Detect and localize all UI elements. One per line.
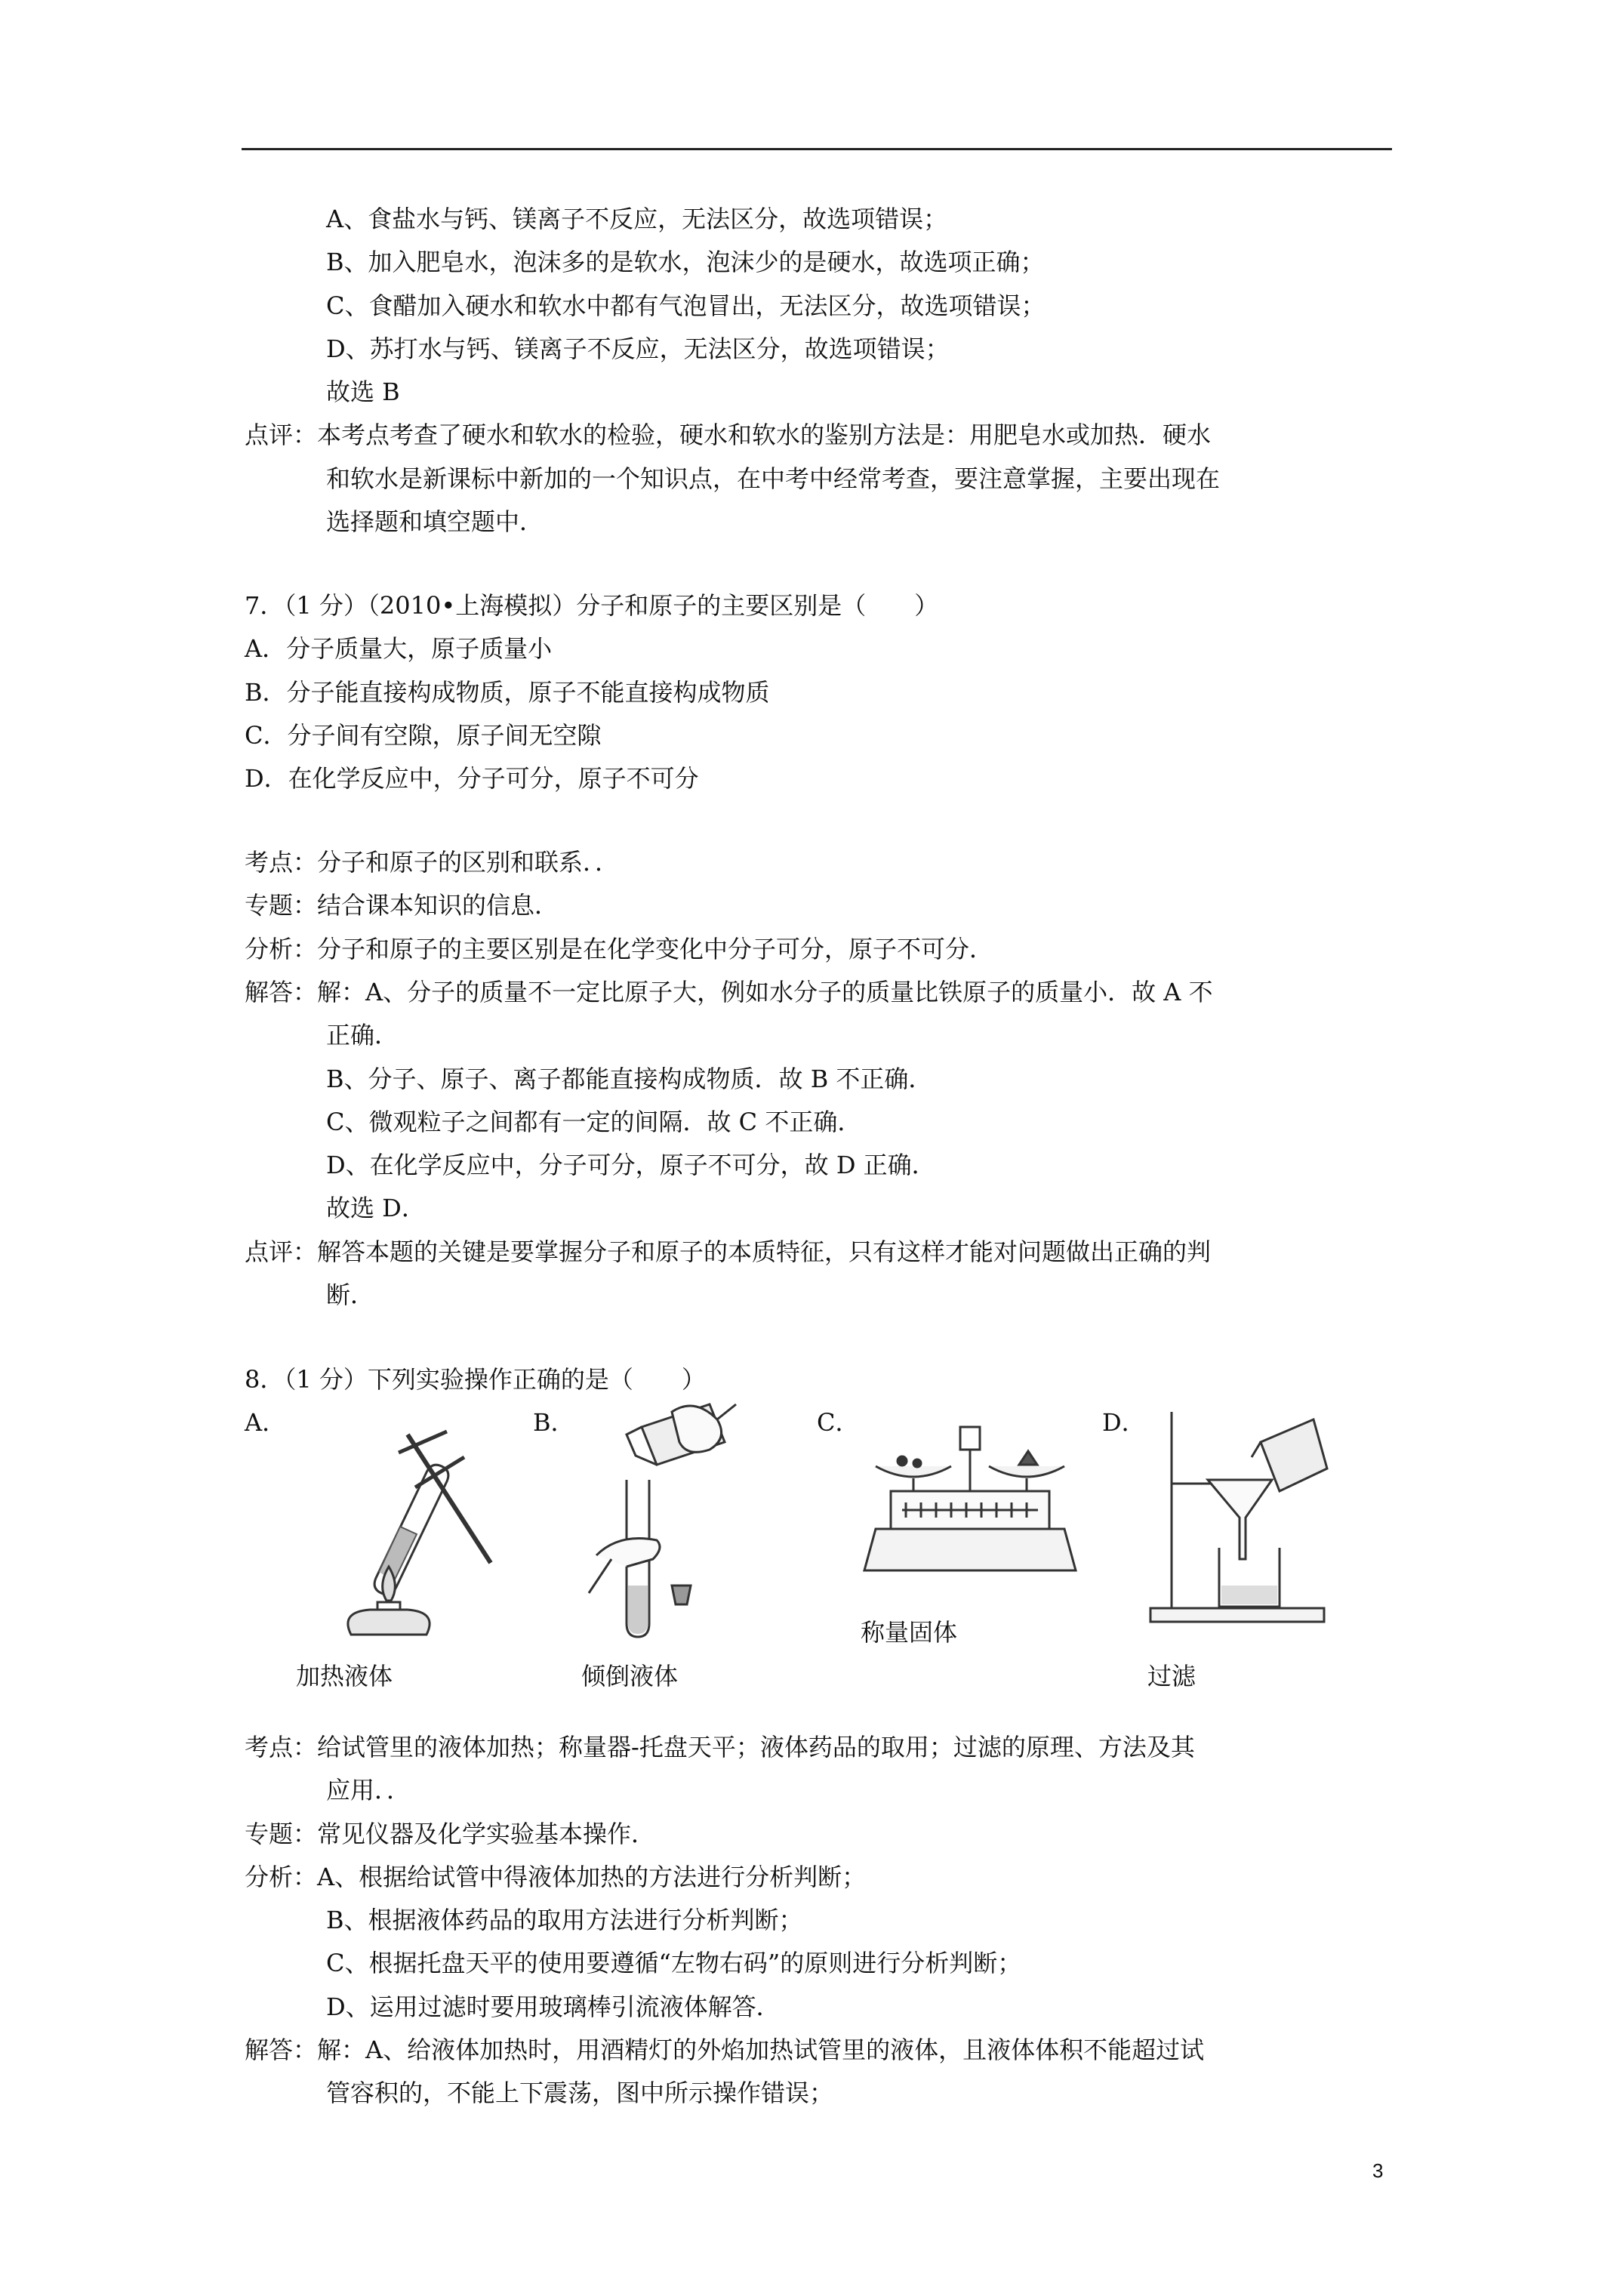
q7-answer-line-4: C、微观粒子之间都有一定的间隔．故 C 不正确． [326, 1108, 862, 1136]
q7-point: 考点：分子和原子的区别和联系．． [245, 848, 620, 877]
q7-review-line-2: 断． [326, 1281, 375, 1309]
q7-option-b: B．分子能直接构成物质，原子不能直接构成物质 [245, 678, 770, 707]
heating-liquid-figure [287, 1412, 498, 1638]
q8-stem: 8．（1 分）下列实验操作正确的是（ ） [245, 1365, 706, 1394]
q8-point-line-2: 应用．． [326, 1776, 411, 1804]
prev-option-b: B、加入肥皂水，泡沫多的是软水，泡沫少的是硬水，故选项正确； [326, 248, 1045, 276]
q7-answer-line-6: 故选 D． [326, 1194, 426, 1222]
q7-option-a: A．分子质量大，原子质量小 [245, 634, 553, 663]
q8-fig-d-letter: D． [1102, 1408, 1146, 1437]
q8-fig-c-letter: C． [817, 1408, 860, 1437]
q8-point-line-1: 考点：给试管里的液体加热；称量器-托盘天平；液体药品的取用；过滤的原理、方法及其 [245, 1733, 1195, 1761]
pouring-liquid-figure [581, 1397, 747, 1638]
q8-fig-b-letter: B． [533, 1408, 575, 1437]
prev-option-a: A、食盐水与钙、镁离子不反应，无法区分，故选项错误； [326, 205, 948, 233]
q7-option-d: D．在化学反应中，分子可分，原子不可分 [245, 764, 699, 793]
balance-figure [861, 1419, 1079, 1593]
prev-choice: 故选 B [326, 378, 400, 406]
q8-analysis-line-1: 分析：A、根据给试管中得液体加热的方法进行分析判断； [245, 1863, 867, 1891]
q8-analysis-line-4: D、运用过滤时要用玻璃棒引流液体解答． [326, 1992, 781, 2021]
q8-fig-d-caption: 过滤 [1147, 1662, 1196, 1690]
prev-option-d: D、苏打水与钙、镁离子不反应，无法区分，故选项错误； [326, 334, 950, 363]
q8-fig-c-caption: 称量固体 [861, 1618, 958, 1647]
q7-answer-line-1: 解答：解：A、分子的质量不一定比原子大，例如水分子的质量比铁原子的质量小．故 A 不 [245, 978, 1213, 1006]
q8-fig-a-letter: A． [245, 1408, 287, 1437]
q7-option-c: C．分子间有空隙，原子间无空隙 [245, 721, 602, 750]
q8-topic: 专题：常见仪器及化学实验基本操作． [245, 1820, 656, 1848]
q7-stem: 7．（1 分）（2010•上海模拟）分子和原子的主要区别是（ ） [245, 591, 939, 620]
header-rule [242, 148, 1392, 150]
page-number: 3 [1372, 2159, 1384, 2182]
prev-review-line-3: 选择题和填空题中． [326, 507, 544, 536]
q7-answer-line-3: B、分子、原子、离子都能直接构成物质．故 B 不正确． [326, 1065, 933, 1093]
prev-option-c: C、食醋加入硬水和软水中都有气泡冒出，无法区分，故选项错误； [326, 291, 1046, 320]
q7-topic: 专题：结合课本知识的信息． [245, 891, 559, 920]
prev-review-line-1: 点评：本考点考查了硬水和软水的检验，硬水和软水的鉴别方法是：用肥皂水或加热．硬水 [245, 421, 1212, 449]
q8-analysis-line-3: C、根据托盘天平的使用要遵循“左物右码”的原则进行分析判断； [326, 1949, 1022, 1977]
q8-analysis-line-2: B、根据液体药品的取用方法进行分析判断； [326, 1906, 803, 1934]
q7-review-line-1: 点评：解答本题的关键是要掌握分子和原子的本质特征，只有这样才能对问题做出正确的判 [245, 1237, 1212, 1266]
q8-fig-b-caption: 倾倒液体 [581, 1662, 679, 1690]
q7-answer-line-5: D、在化学反应中，分子可分，原子不可分，故 D 正确． [326, 1151, 936, 1179]
q8-answer-line-1: 解答：解：A、给液体加热时，用酒精灯的外焰加热试管里的液体，且液体体积不能超过试 [245, 2036, 1205, 2064]
q7-analysis: 分析：分子和原子的主要区别是在化学变化中分子可分，原子不可分． [245, 935, 994, 963]
filtration-figure [1147, 1404, 1329, 1631]
q7-answer-line-2: 正确． [326, 1021, 399, 1049]
q8-fig-a-caption: 加热液体 [296, 1662, 393, 1690]
q8-answer-line-2: 管容积的，不能上下震荡，图中所示操作错误； [326, 2079, 834, 2107]
prev-review-line-2: 和软水是新课标中新加的一个知识点，在中考中经常考查，要注意掌握，主要出现在 [326, 464, 1221, 493]
